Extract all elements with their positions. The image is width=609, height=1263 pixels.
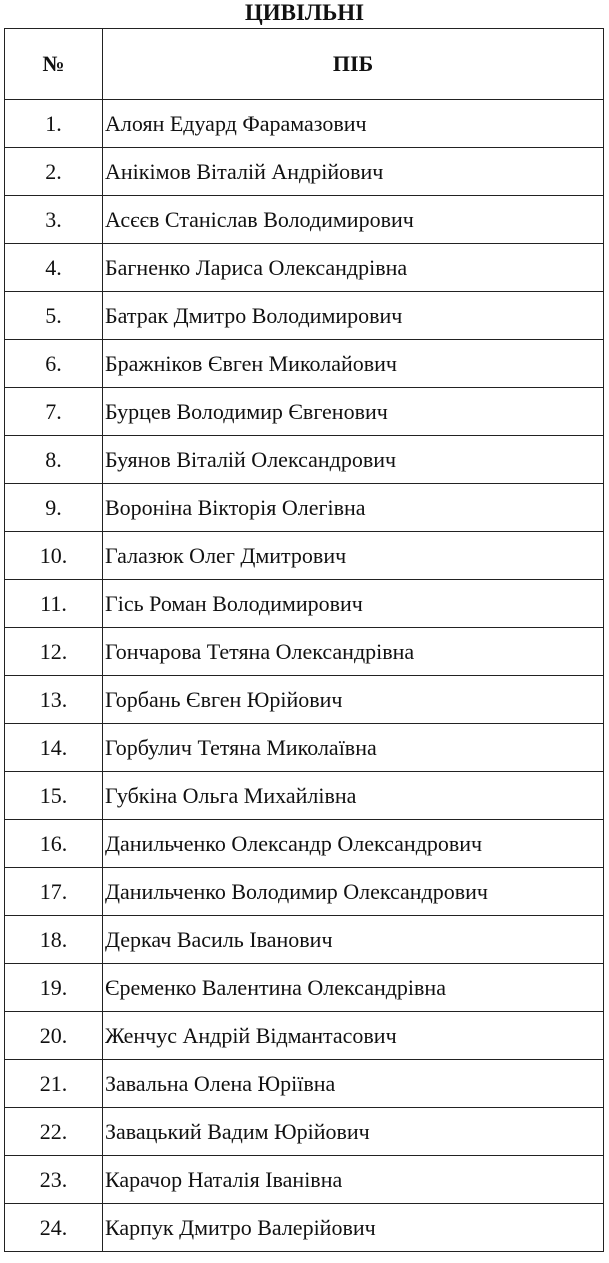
row-number: 7.	[5, 388, 103, 436]
row-full-name: Деркач Василь Іванович	[103, 916, 604, 964]
table-row	[5, 148, 604, 196]
table-row	[5, 532, 604, 580]
row-number: 24.	[5, 1204, 103, 1252]
table-row	[5, 340, 604, 388]
row-number: 13.	[5, 676, 103, 724]
row-full-name: Женчус Андрій Відмантасович	[103, 1012, 604, 1060]
row-full-name: Галазюк Олег Дмитрович	[103, 532, 604, 580]
row-number: 1.	[5, 100, 103, 148]
header-number: №	[5, 29, 103, 100]
row-number: 6.	[5, 340, 103, 388]
table-row	[5, 436, 604, 484]
row-full-name: Єременко Валентина Олександрівна	[103, 964, 604, 1012]
row-full-name: Асєєв Станіслав Володимирович	[103, 196, 604, 244]
row-full-name: Горбулич Тетяна Миколаївна	[103, 724, 604, 772]
row-number: 15.	[5, 772, 103, 820]
table-row	[5, 244, 604, 292]
table-row	[5, 484, 604, 532]
row-full-name: Гісь Роман Володимирович	[103, 580, 604, 628]
row-full-name: Анікімов Віталій Андрійович	[103, 148, 604, 196]
row-full-name: Вороніна Вікторія Олегівна	[103, 484, 604, 532]
table-row	[5, 964, 604, 1012]
row-number: 17.	[5, 868, 103, 916]
row-full-name: Карпук Дмитро Валерійович	[103, 1204, 604, 1252]
row-number: 14.	[5, 724, 103, 772]
table-row	[5, 1060, 604, 1108]
row-number: 3.	[5, 196, 103, 244]
table-row	[5, 388, 604, 436]
row-full-name: Губкіна Ольга Михайлівна	[103, 772, 604, 820]
table-row	[5, 292, 604, 340]
row-number: 23.	[5, 1156, 103, 1204]
header-full-name: ПІБ	[103, 29, 604, 100]
table-row	[5, 628, 604, 676]
row-number: 10.	[5, 532, 103, 580]
row-full-name: Батрак Дмитро Володимирович	[103, 292, 604, 340]
row-number: 8.	[5, 436, 103, 484]
row-number: 21.	[5, 1060, 103, 1108]
row-full-name: Алоян Едуард Фарамазович	[103, 100, 604, 148]
table-row	[5, 676, 604, 724]
table-row	[5, 1156, 604, 1204]
table-row	[5, 1108, 604, 1156]
row-number: 5.	[5, 292, 103, 340]
row-full-name: Карачор Наталія Іванівна	[103, 1156, 604, 1204]
row-number: 16.	[5, 820, 103, 868]
row-number: 9.	[5, 484, 103, 532]
table-row	[5, 820, 604, 868]
table-header-row	[5, 29, 604, 100]
row-full-name: Горбань Євген Юрійович	[103, 676, 604, 724]
table-row	[5, 100, 604, 148]
row-full-name: Данильченко Олександр Олександрович	[103, 820, 604, 868]
row-number: 19.	[5, 964, 103, 1012]
row-number: 4.	[5, 244, 103, 292]
table-row	[5, 772, 604, 820]
row-number: 11.	[5, 580, 103, 628]
table-row	[5, 196, 604, 244]
row-number: 2.	[5, 148, 103, 196]
table-row	[5, 868, 604, 916]
table-row	[5, 1012, 604, 1060]
row-full-name: Гончарова Тетяна Олександрівна	[103, 628, 604, 676]
names-table	[4, 28, 604, 1252]
row-full-name: Завальна Олена Юріївна	[103, 1060, 604, 1108]
row-full-name: Багненко Лариса Олександрівна	[103, 244, 604, 292]
row-number: 18.	[5, 916, 103, 964]
row-number: 20.	[5, 1012, 103, 1060]
row-full-name: Данильченко Володимир Олександрович	[103, 868, 604, 916]
document-title: ЦИВІЛЬНІ	[244, 0, 365, 25]
row-full-name: Буянов Віталій Олександрович	[103, 436, 604, 484]
row-full-name: Бурцев Володимир Євгенович	[103, 388, 604, 436]
table-row	[5, 580, 604, 628]
table-row	[5, 1204, 604, 1252]
row-number: 12.	[5, 628, 103, 676]
row-number: 22.	[5, 1108, 103, 1156]
row-full-name: Бражніков Євген Миколайович	[103, 340, 604, 388]
row-full-name: Завацький Вадим Юрійович	[103, 1108, 604, 1156]
table-row	[5, 916, 604, 964]
table-row	[5, 724, 604, 772]
